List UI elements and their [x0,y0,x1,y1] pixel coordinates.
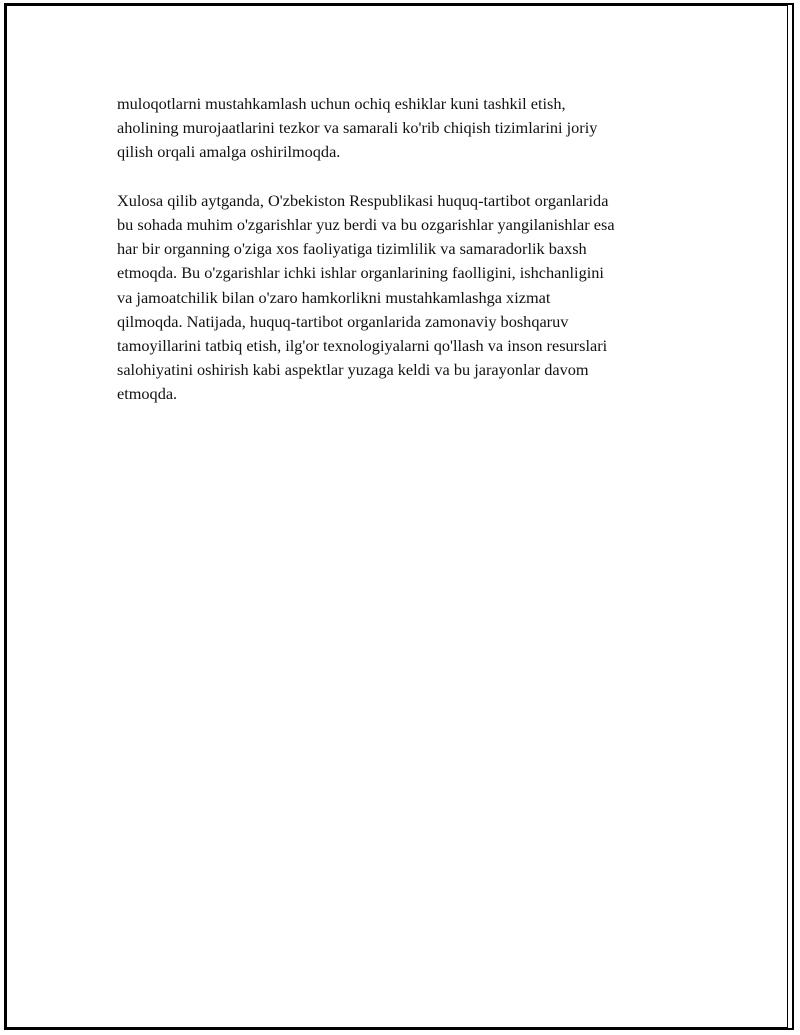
text-line: aholining murojaatlarini tezkor va samarali ko'rib chiqish tizimlarini joriy [117,118,598,138]
text-line: har bir organning o'ziga xos faoliyatiga tizimlilik va samaradorlik baxsh [117,239,587,259]
text-line: va jamoatchilik bilan o'zaro hamkorlikni mustahkamlashga xizmat [117,287,551,307]
text-line: Xulosa qilib aytganda, O'zbekiston Respublikasi huquq-tartibot organlarida [117,190,609,210]
paragraph-spacer [117,165,687,189]
paragraph-continuation [117,92,687,165]
text-line: qilmoqda. Natijada, huquq-tartibot organlarida zamonaviy boshqaruv [117,311,569,331]
text-line: etmoqda. Bu o'zgarishlar ichki ishlar organlarining faolligini, ishchanligini [117,263,604,283]
text-line: etmoqda. [117,384,178,404]
text-line: bu sohada muhim o'zgarishlar yuz berdi va bu ozgarishlar yangilanishlar esa [117,215,615,234]
paragraph-conclusion [117,189,687,407]
text-line: muloqotlarni mustahkamlash uchun ochiq eshiklar kuni tashkil etish, [117,94,566,113]
document-body [117,92,687,407]
text-line: tamoyillarini tatbiq etish, ilg'or texnologiyalarni qo'llash va inson resurslari [117,336,608,356]
text-line: qilish orqali amalga oshirilmoqda. [117,142,341,162]
text-line: salohiyatini oshirish kabi aspektlar yuzaga keldi va bu jarayonlar davom [117,360,589,380]
